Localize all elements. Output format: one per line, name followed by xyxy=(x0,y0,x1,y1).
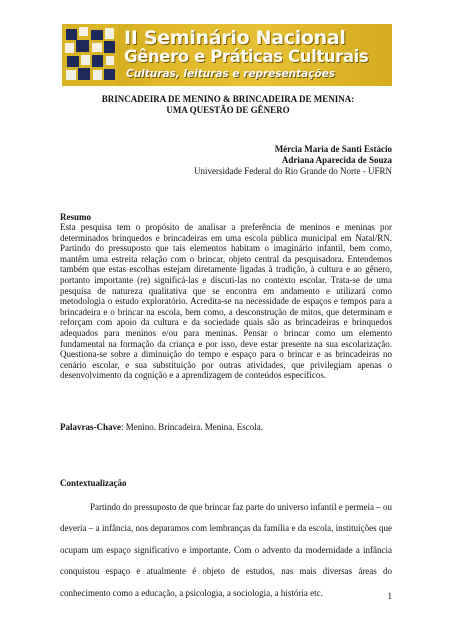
paper-title-line1: BRINCADEIRA DE MENINO & BRINCADEIRA DE MENINA: xyxy=(101,94,355,104)
section-paragraph xyxy=(60,497,392,604)
paper-title-line2: UMA QUESTÃO DE GÊNERO xyxy=(166,105,290,115)
section-text: Partindo do pressuposto de que brincar faz parte do universo infantil e permeia – ou deveria – a infância, nos deparamos com lembranças da família e da escola, instituições que ocupam um espaço significativo e importante. Com o advento da modernidade a infância conquistou espaço e atualmente é objeto de estudos, nas mais diversas áreas do conhecimento como a educação, a psicologia, a sociologia, a história etc. xyxy=(60,502,392,598)
page-number: 1 xyxy=(387,591,392,601)
section-heading: Contextualização xyxy=(60,478,127,488)
header-banner xyxy=(62,24,392,86)
keywords-label: Palavras-Chave xyxy=(60,422,121,432)
keywords-text: : Menino. Brincadeira. Menina. Escola. xyxy=(121,422,263,432)
abstract-text: Esta pesquisa tem o propósito de analisar a preferência de meninos e meninas por determinados brinquedos e brincadeiras em uma escola pública municipal em Natal/RN. Partindo do pressuposto que tais elementos habitam o imaginário infantil, bem como, mantêm uma estreita relação com o brincar, objeto central da pesquisadora. Entendemos também que estas escolhas estejam diretamente ligadas à tradição, à cultura e ao gênero, portanto importante (re) significá-las e discuti-las no contexto escolar. Trata-se de uma pesquisa de natureza qualitativa que se encontra em andamento e utilizará como metodologia o estudo exploratório. Acredita-se na necessidade de espaços e tempos para a brincadeira e o brincar na escola, bem como, a desconstrução de mitos, que determinam e reforçam com apoio da cultura e da sociedade quais são as brincadeiras e brinquedos adequados para meninos e/ou para meninas. Pensar o brincar como um elemento fundamental na formação da criança e por isso, deve estar presente na sua escolarização. Questiona-se sobre a diminuição do tempo e espaço para o brincar e as brincadeiras no cenário escolar, e sua substituição por outras atividades, que privilegiam apenas o desenvolvimento da cognição e a aprendizagem de conteúdos específicos. xyxy=(60,222,392,381)
banner-subtitle: Culturas, leituras e representações xyxy=(126,68,336,80)
affiliation: Universidade Federal do Rio Grande do Norte - UFRN xyxy=(194,166,392,176)
banner-title: II Seminário Nacional xyxy=(124,27,346,49)
abstract-heading: Resumo xyxy=(60,212,91,222)
paper-title xyxy=(60,94,396,116)
author-block xyxy=(92,144,392,177)
author-name: Mércia Maria de Santi Estácio xyxy=(274,144,392,154)
keywords-line xyxy=(60,422,392,433)
banner-title-line2: Gênero e Práticas Culturais xyxy=(124,47,369,66)
author-name: Adriana Aparecida de Souza xyxy=(281,155,392,165)
seminar-logo xyxy=(62,24,118,86)
